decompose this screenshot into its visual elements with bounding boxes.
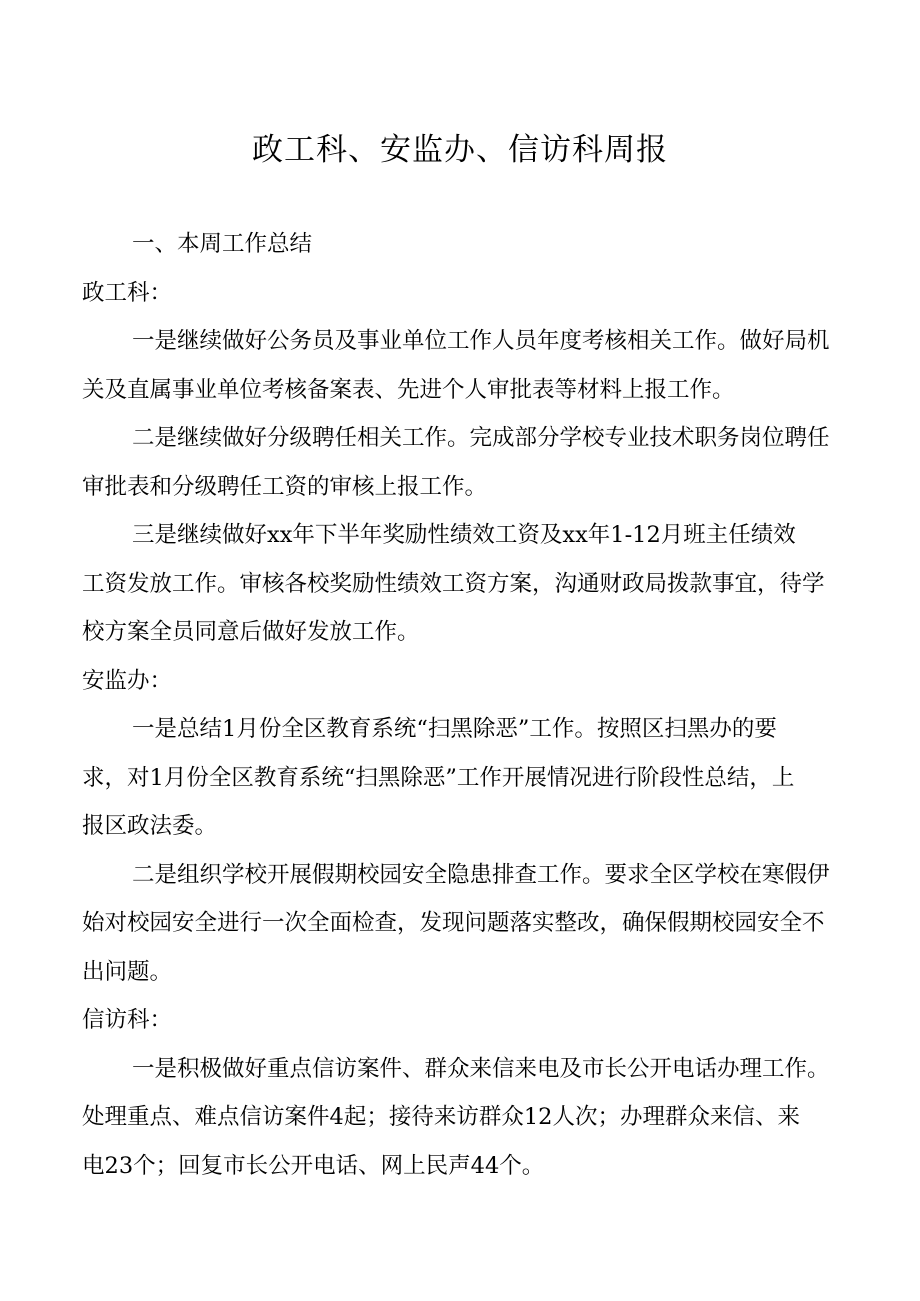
paragraph-line: 一是继续做好公务员及事业单位工作人员年度考核相关工作。做好局机 xyxy=(132,328,830,354)
paragraph-line: 校方案全员同意后做好发放工作。 xyxy=(82,619,420,645)
group-label-zhenggong: 政工科： xyxy=(82,279,173,306)
paragraph-line: 审批表和分级聘任工资的审核上报工作。 xyxy=(82,473,488,500)
section-heading: 一、本周工作总结 xyxy=(132,231,313,257)
paragraph-line: 出问题。 xyxy=(82,958,173,985)
paragraph-line: 处理重点、难点信访案件4起；接待来访群众12人次；办理群众来信、来 xyxy=(82,1104,800,1130)
document-body xyxy=(82,220,840,1190)
document-title: 政工科、安监办、信访科周报 xyxy=(252,132,668,168)
paragraph-line: 一是积极做好重点信访案件、群众来信来电及市长公开电话办理工作。 xyxy=(132,1055,830,1082)
paragraph-line: 一是总结1月份全区教育系统“扫黑除恶”工作。按照区扫黑办的要 xyxy=(132,716,777,742)
paragraph-line: 二是组织学校开展假期校园安全隐患排查工作。要求全区学校在寒假伊 xyxy=(132,861,830,888)
paragraph-line: 报区政法委。 xyxy=(82,813,218,839)
paragraph-line: 关及直属事业单位考核备案表、先进个人审批表等材料上报工作。 xyxy=(82,376,735,403)
group-label-xinfang: 信访科： xyxy=(82,1007,173,1033)
paragraph-line: 二是继续做好分级聘任相关工作。完成部分学校专业技术职务岗位聘任 xyxy=(132,425,830,451)
paragraph-line: 电23个；回复市长公开电话、网上民声44个。 xyxy=(82,1152,545,1179)
paragraph-line: 工资发放工作。审核各校奖励性绩效工资方案，沟通财政局拨款事宜，待学 xyxy=(82,570,825,597)
paragraph-line: 始对校园安全进行一次全面检查，发现问题落实整改，确保假期校园安全不 xyxy=(82,910,825,936)
group-label-anjian: 安监办： xyxy=(82,667,173,694)
paragraph-line: 三是继续做好xx年下半年奖励性绩效工资及xx年1-12月班主任绩效 xyxy=(132,522,796,548)
paragraph-line: 求，对1月份全区教育系统“扫黑除恶”工作开展情况进行阶段性总结，上 xyxy=(82,764,795,791)
